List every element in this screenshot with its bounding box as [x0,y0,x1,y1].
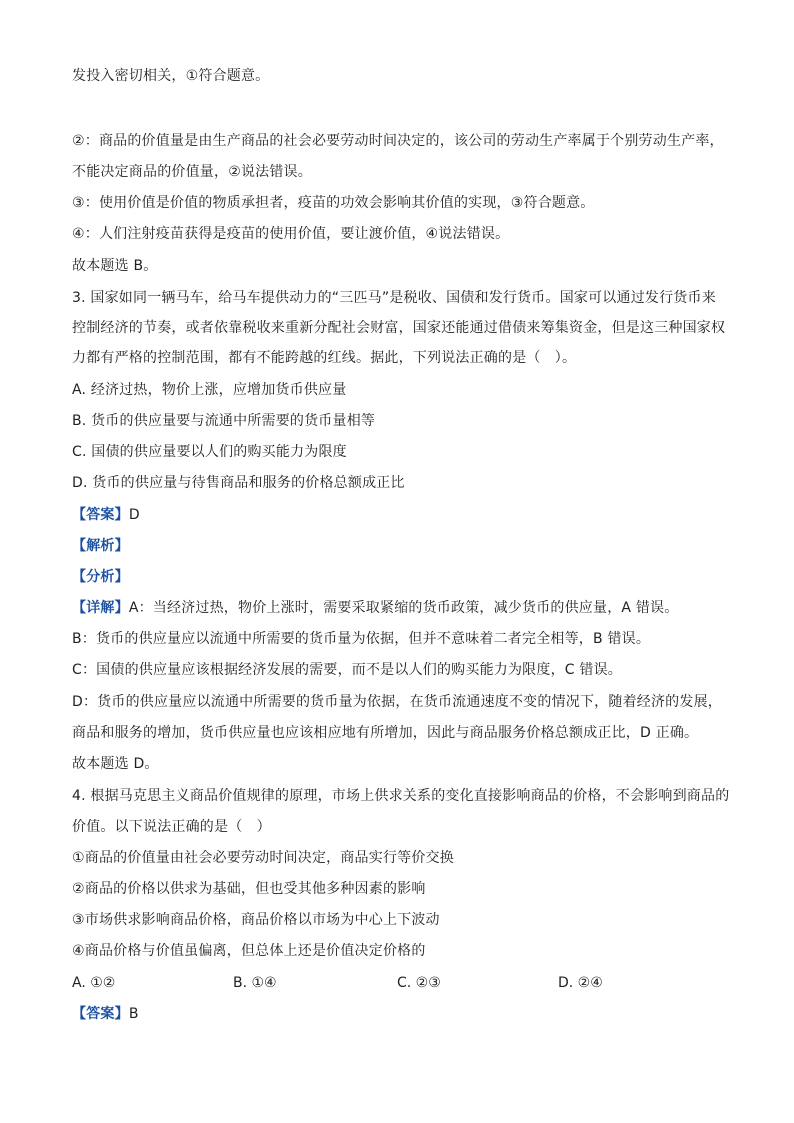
question-3-stem: 控制经济的节奏，或者依靠税收来重新分配社会财富，国家还能通过借债来筹集资金，但是这三种国家权 [72,320,726,336]
question-3-option-d: D. 货币的供应量与待售商品和服务的价格总额成正比 [72,475,405,491]
analysis-tag: 【解析】 [72,538,129,554]
answer-value: D [128,507,140,523]
text-line: ④：人们注射疫苗获得是疫苗的使用价值，要让渡价值，④说法错误。 [72,226,510,242]
detail-text: A：当经济过热，物价上涨时，需要采取紧缩的货币政策，减少货币的供应量，A 错误。 [128,600,679,616]
answer-line [72,505,732,525]
question-3-stem: 力都有严格的控制范围，都有不能跨越的红线。据此，下列说法正确的是（ ）。 [72,350,577,366]
text-line: B：货币的供应量应以流通中所需要的货币量为依据，但并不意味着二者完全相等，B 错误。 [72,631,651,647]
question-4-stem: 4. 根据马克思主义商品价值规律的原理，市场上供求关系的变化直接影响商品的价格，不会影响到商品的 [72,788,730,804]
question-4-statement: ④商品价格与价值虽偏离，但总体上还是价值决定价格的 [72,943,426,959]
text-line: ②：商品的价值量是由生产商品的社会必要劳动时间决定的，该公司的劳动生产率属于个别劳动生产率， [72,133,724,149]
question-3-option-a: A. 经济过热，物价上涨，应增加货币供应量 [72,382,347,398]
answer-tag: 【答案】 [72,507,129,523]
question-4-option-a: A. ①② [72,975,116,991]
answer-tag: 【答案】 [72,1006,129,1022]
question-3-option-c: C. 国债的供应量要以人们的购买能力为限度 [72,444,347,460]
question-4-stem: 价值。以下说法正确的是（ ） [72,819,271,835]
text-line: 发投入密切相关，①符合题意。 [72,68,270,84]
question-4-statement: ①商品的价值量由社会必要劳动时间决定，商品实行等价交换 [72,850,454,866]
answer-value: B [128,1006,139,1022]
question-4-option-c: C. ②③ [397,975,441,991]
answer-line [72,1004,732,1024]
question-4-statement: ③市场供求影响商品价格，商品价格以市场为中心上下波动 [72,912,440,928]
text-line: 不能决定商品的价值量，②说法错误。 [72,164,312,180]
question-4-statement: ②商品的价格以供求为基础，但也受其他多种因素的影响 [72,881,426,897]
detail-tag: 【详解】 [72,600,129,616]
text-line: D：货币的供应量应以流通中所需要的货币量为依据，在货币流通速度不变的情况下，随着经济的发展， [72,694,722,710]
text-line: 商品和服务的增加，货币供应量也应该相应地有所增加，因此与商品服务价格总额成正比，D 正确。 [72,725,699,741]
question-3-stem: 3. 国家如同一辆马车，给马车提供动力的“三匹马”是税收、国债和发行货币。国家可以通过发行货币来 [72,290,716,306]
text-line: 故本题选 D。 [72,756,159,772]
question-4-option-b: B. ①④ [233,975,277,991]
question-4-option-d: D. ②④ [558,975,603,991]
text-line: 故本题选 B。 [72,258,158,274]
text-line: ③：使用价值是价值的物质承担者，疫苗的功效会影响其价值的实现，③符合题意。 [72,195,595,211]
fenxi-tag: 【分析】 [72,569,129,585]
text-line: C：国债的供应量应该根据经济发展的需要，而不是以人们的购买能力为限度，C 错误。 [72,662,622,678]
detail-line [72,598,732,618]
question-3-option-b: B. 货币的供应量要与流通中所需要的货币量相等 [72,413,376,429]
